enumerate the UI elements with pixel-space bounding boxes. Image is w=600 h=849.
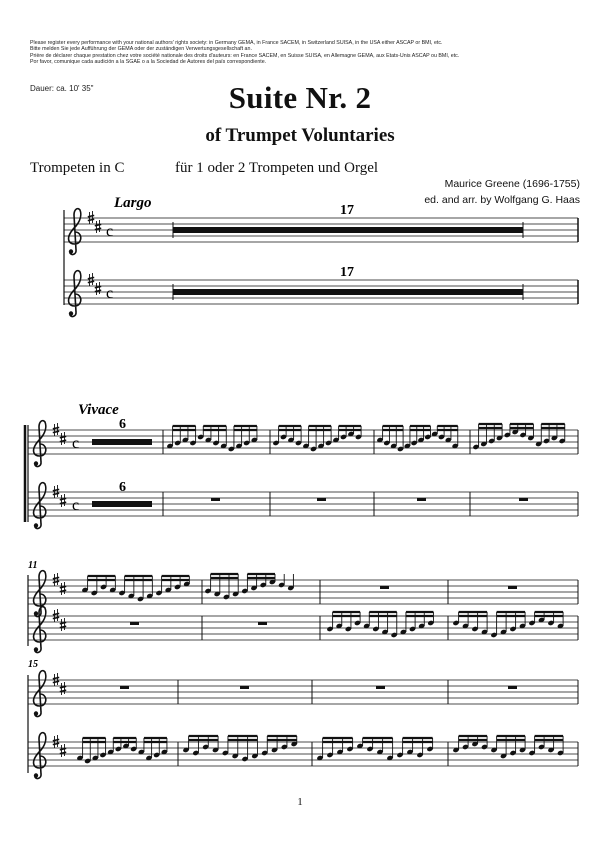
sharp-icon xyxy=(60,432,66,445)
multi-measure-rest xyxy=(173,227,523,233)
instrumentation: für 1 oder 2 Trompeten und Orgel xyxy=(175,160,379,176)
tempo-marking: Vivace xyxy=(78,402,119,418)
sharp-icon xyxy=(53,609,59,622)
sharp-icon xyxy=(60,494,66,507)
sharp-icon xyxy=(60,744,66,757)
measure-number: 15 xyxy=(28,659,38,670)
notice-line: Por favor, comunique cada audición a la SGAE o a la Sociedad de Autores del país correspondiente. xyxy=(30,58,267,65)
sharp-icon xyxy=(88,273,94,286)
sharp-icon xyxy=(53,573,59,586)
notice-line: Prière de déclarer chaque prestation chez votre société nationale des droits d'auteurs: en France SACEM, en Suisse SUISA, en Allemagne GEMA, aux Etats-Unis ASCAP ou BMI, etc. xyxy=(30,52,460,59)
sharp-icon xyxy=(60,618,66,631)
multi-measure-rest xyxy=(92,501,152,507)
sharp-icon xyxy=(53,735,59,748)
page-subtitle: of Trumpet Voluntaries xyxy=(205,125,395,146)
time-signature: c xyxy=(106,223,114,240)
sharp-icon xyxy=(88,211,94,224)
treble-clef-icon xyxy=(34,671,46,717)
system-4 xyxy=(28,659,578,778)
system-2 xyxy=(25,402,578,528)
sharp-icon xyxy=(95,220,101,233)
note-group xyxy=(81,574,564,638)
sharp-icon xyxy=(53,423,59,436)
tempo-marking: Largo xyxy=(114,195,152,211)
duration-note: Dauer: ca. 10' 35" xyxy=(30,84,94,93)
rest-count: 6 xyxy=(119,417,126,432)
instrument-label: Trompeten in C xyxy=(30,160,125,176)
time-signature: c xyxy=(72,497,80,514)
system-1 xyxy=(64,195,578,316)
sharp-icon xyxy=(60,582,66,595)
treble-clef-icon xyxy=(34,483,46,529)
arranger-credit: ed. and arr. by Wolfgang G. Haas xyxy=(424,194,580,206)
notice-line: Bitte melden Sie jede Aufführung der GEMA oder der zuständigen Verwertungsgesellschaft an. xyxy=(30,46,252,53)
treble-clef-icon xyxy=(69,209,81,255)
rest-count: 17 xyxy=(340,265,354,280)
multi-measure-rest xyxy=(173,289,523,295)
treble-clef-icon xyxy=(34,733,46,779)
multi-measure-rest xyxy=(92,439,152,445)
notice-line: Please register every performance with your national authors' rights society: in Germany GEMA, in France SACEM, in Switzerland SUISA, in the USA either ASCAP or BMI, etc. xyxy=(30,40,443,46)
treble-clef-icon xyxy=(69,271,81,317)
page-title: Suite Nr. 2 xyxy=(228,80,372,115)
treble-clef-icon xyxy=(34,421,46,467)
sharp-icon xyxy=(60,682,66,695)
measure-number: 11 xyxy=(28,560,38,571)
rest-count: 6 xyxy=(119,480,126,495)
time-signature: c xyxy=(72,435,80,452)
sharp-icon xyxy=(95,282,101,295)
system-3 xyxy=(28,560,578,652)
sharp-icon xyxy=(53,485,59,498)
page-number: 1 xyxy=(297,796,303,808)
time-signature: c xyxy=(106,285,114,302)
rest-count: 17 xyxy=(340,203,354,218)
sharp-icon xyxy=(53,673,59,686)
composer-credit: Maurice Greene (1696-1755) xyxy=(444,178,580,190)
